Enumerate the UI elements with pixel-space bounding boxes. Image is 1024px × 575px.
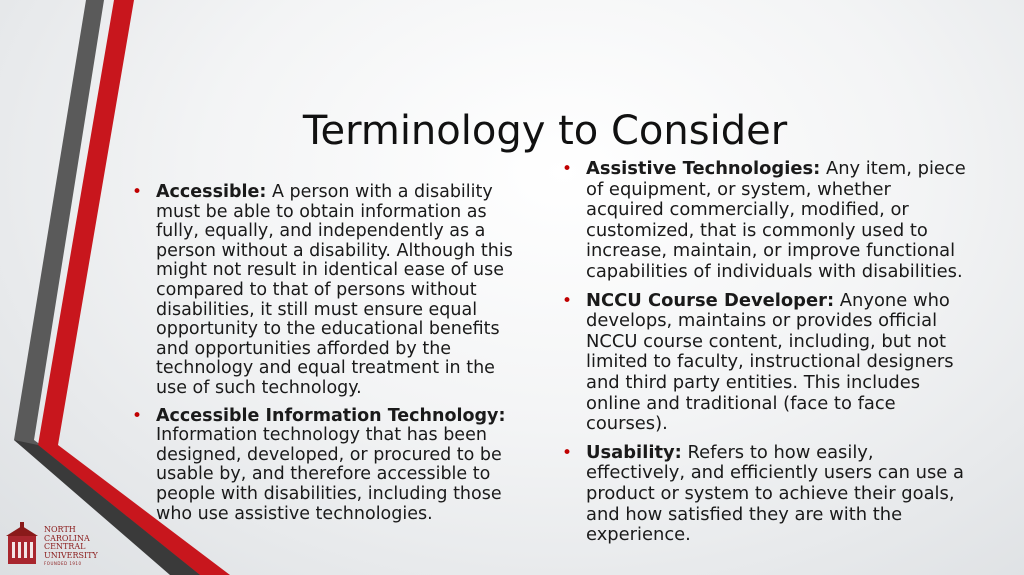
term-label: NCCU Course Developer: [586,289,835,311]
logo-wordmark: NORTH CAROLINA CENTRAL UNIVERSITY [44,525,98,560]
right-column [560,159,970,554]
term-definition: Any item, piece of equipment, or system, whether acquired commercially, modified, or customized, that is commonly used to increase, maintain, or improve functional capabilities of individuals with disabilities. [586,158,966,282]
left-column [130,183,530,532]
bullet-icon: • [132,182,143,202]
list-item [130,183,530,399]
bullet-icon: • [562,442,573,463]
term-label: Accessible: [156,182,267,202]
list-item [560,291,970,435]
bullet-icon: • [562,159,573,179]
term-definition: Refers to how easily, effectively, and efficiently users can use a product or system to achieve their goals, and how satisfied they are with the experience. [586,441,964,546]
logo-founded: FOUNDED 1910 [44,561,82,566]
university-logo [4,520,104,570]
term-label: Accessible Information Technology: [156,405,506,426]
term-definition: Information technology that has been designed, developed, or procured to be usable by, and therefore accessible to people with disabilities, including those who use assistive technologies. [156,425,502,524]
list-item [560,443,970,546]
term-definition: Anyone who develops, maintains or provides official NCCU course content, including, but not limited to faculty, instructional designers and third party entities. This includes online and traditional (face to face courses). [586,289,954,435]
list-item [560,159,970,283]
bullet-icon: • [132,405,143,426]
term-label: Assistive Technologies: [586,158,821,179]
slide-title: Terminology to Consider [302,108,788,154]
term-definition: A person with a disability must be able to obtain information as fully, equally, and independently as a person without a disability. Although this might not result in identical ease of use compared to that of persons without disabilities, it still must ensure equal opportunity to the educational benefits and opportunities afforded by the technology and equal treatment in the use of such technology. [156,182,513,398]
term-label: Usability: [586,441,682,463]
list-item [130,407,530,525]
campus-building-icon [4,522,40,568]
bullet-icon: • [562,290,573,311]
